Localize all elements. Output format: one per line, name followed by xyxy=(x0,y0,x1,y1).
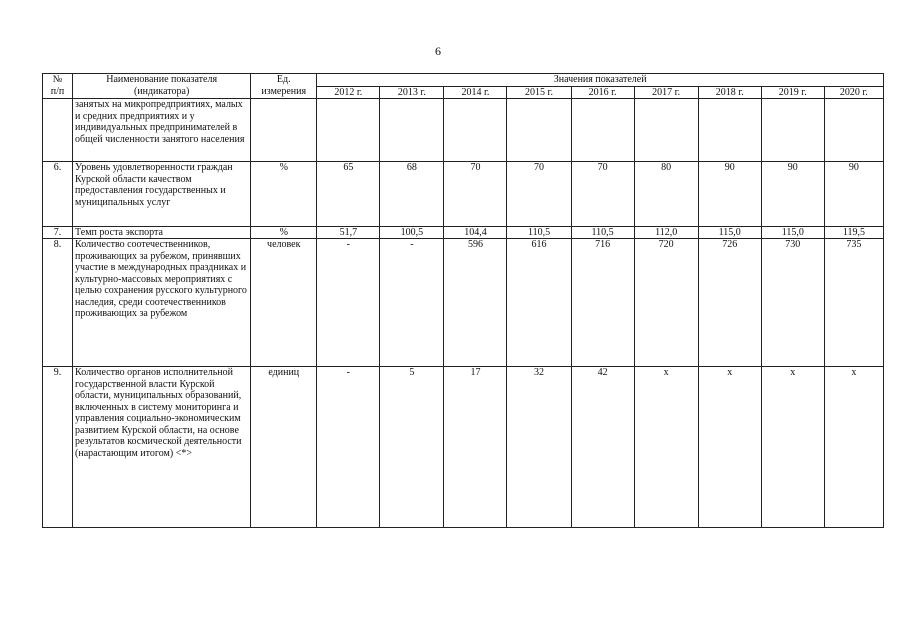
value-cell: 112,0 xyxy=(634,227,698,239)
value-cell: 119,5 xyxy=(824,227,883,239)
col-name-header-line1: Наименование показателя xyxy=(106,74,218,85)
col-unit-header xyxy=(251,74,317,99)
indicator-name: Количество соотечественников, проживающих за рубежом, принявших участие в международных праздниках и культурно-массовых мероприятиях с целью сохранения русского культурного наследия, среди соотечественников проживающих за рубежом xyxy=(73,239,251,367)
indicator-name: Уровень удовлетворенности граждан Курской области качеством предоставления государственных и муниципальных услуг xyxy=(73,162,251,227)
value-cell: x xyxy=(634,367,698,528)
year-header: 2019 г. xyxy=(761,86,824,99)
row-number: 6. xyxy=(43,162,73,227)
value-cell: x xyxy=(761,367,824,528)
value-cell: - xyxy=(380,239,444,367)
unit-cell: % xyxy=(251,227,317,239)
value-cell: 68 xyxy=(380,162,444,227)
values-group-header: Значения показателей xyxy=(317,74,884,87)
value-cell xyxy=(317,99,380,162)
value-cell: 70 xyxy=(571,162,634,227)
value-cell: 51,7 xyxy=(317,227,380,239)
value-cell xyxy=(761,99,824,162)
year-header: 2016 г. xyxy=(571,86,634,99)
col-unit-header-line1: Ед. xyxy=(276,74,291,85)
unit-cell: единиц xyxy=(251,367,317,528)
value-cell: 735 xyxy=(824,239,883,367)
value-cell: 100,5 xyxy=(380,227,444,239)
value-cell: 104,4 xyxy=(444,227,507,239)
row-number: 8. xyxy=(43,239,73,367)
value-cell: x xyxy=(698,367,761,528)
value-cell: 32 xyxy=(507,367,571,528)
header-row-1 xyxy=(43,74,884,87)
page-number: 6 xyxy=(435,44,441,58)
value-cell: 17 xyxy=(444,367,507,528)
value-cell xyxy=(634,99,698,162)
row-number: 9. xyxy=(43,367,73,528)
value-cell xyxy=(698,99,761,162)
value-cell: 5 xyxy=(380,367,444,528)
value-cell: 110,5 xyxy=(507,227,571,239)
value-cell: 115,0 xyxy=(698,227,761,239)
table-row xyxy=(43,239,884,367)
indicators-table xyxy=(42,73,884,528)
value-cell: 726 xyxy=(698,239,761,367)
value-cell: 90 xyxy=(698,162,761,227)
unit-cell xyxy=(251,99,317,162)
col-number-header-line1: № xyxy=(52,74,63,85)
value-cell: 730 xyxy=(761,239,824,367)
value-cell: 90 xyxy=(761,162,824,227)
row-number: 7. xyxy=(43,227,73,239)
table-row xyxy=(43,99,884,162)
value-cell: x xyxy=(824,367,883,528)
value-cell: 42 xyxy=(571,367,634,528)
indicator-name: занятых на микропредприятиях, малых и средних предприятиях и у индивидуальных предпринимателей в общей численности занятого населения xyxy=(73,99,251,162)
year-header: 2018 г. xyxy=(698,86,761,99)
value-cell: 115,0 xyxy=(761,227,824,239)
value-cell: 70 xyxy=(444,162,507,227)
year-header: 2014 г. xyxy=(444,86,507,99)
col-number-header xyxy=(43,74,73,99)
value-cell: 80 xyxy=(634,162,698,227)
indicator-name: Темп роста экспорта xyxy=(73,227,251,239)
value-cell xyxy=(824,99,883,162)
indicator-name: Количество органов исполнительной государственной власти Курской области, муниципальных образований, включенных в систему мониторинга и управления социально-экономическим развитием Курской области, на основе результатов космической деятельности (нарастающим итогом) <*> xyxy=(73,367,251,528)
year-header: 2013 г. xyxy=(380,86,444,99)
unit-cell: % xyxy=(251,162,317,227)
value-cell: 90 xyxy=(824,162,883,227)
value-cell: - xyxy=(317,367,380,528)
col-unit-header-line2: измерения xyxy=(261,85,307,97)
value-cell xyxy=(507,99,571,162)
value-cell: 616 xyxy=(507,239,571,367)
value-cell: 720 xyxy=(634,239,698,367)
value-cell: 110,5 xyxy=(571,227,634,239)
value-cell: 65 xyxy=(317,162,380,227)
table-row xyxy=(43,162,884,227)
table-row xyxy=(43,367,884,528)
year-header: 2020 г. xyxy=(824,86,883,99)
value-cell: 596 xyxy=(444,239,507,367)
row-number xyxy=(43,99,73,162)
value-cell xyxy=(380,99,444,162)
year-header: 2012 г. xyxy=(317,86,380,99)
col-name-header xyxy=(73,74,251,99)
table-row xyxy=(43,227,884,239)
value-cell: 70 xyxy=(507,162,571,227)
year-header: 2015 г. xyxy=(507,86,571,99)
unit-cell: человек xyxy=(251,239,317,367)
value-cell xyxy=(571,99,634,162)
year-header: 2017 г. xyxy=(634,86,698,99)
value-cell: 716 xyxy=(571,239,634,367)
col-name-header-line2: (индикатора) xyxy=(133,85,190,97)
col-number-header-line2: п/п xyxy=(50,85,65,97)
value-cell: - xyxy=(317,239,380,367)
value-cell xyxy=(444,99,507,162)
